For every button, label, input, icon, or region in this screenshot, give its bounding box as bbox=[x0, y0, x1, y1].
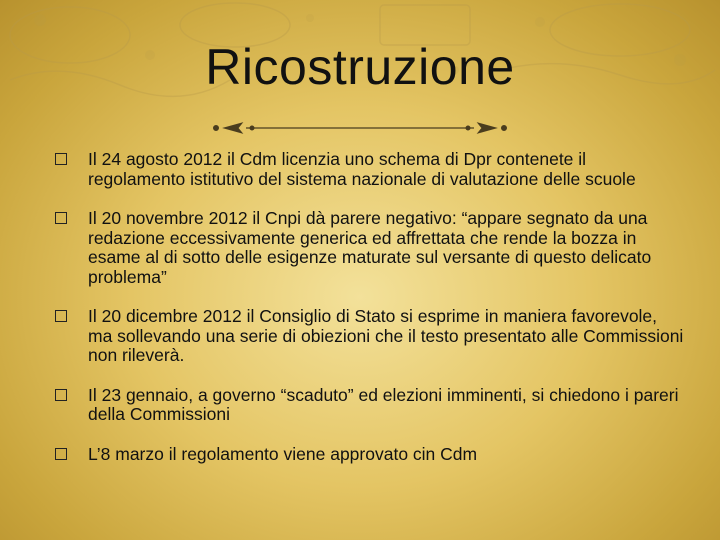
bullet-item bbox=[55, 307, 685, 366]
checkbox-bullet-icon bbox=[55, 310, 67, 322]
bullet-text: Il 24 agosto 2012 il Cdm licenzia uno schema di Dpr contenete il regolamento istitutivo del sistema nazionale di valutazione delle scuole bbox=[88, 149, 636, 189]
bullet-text: Il 23 gennaio, a governo “scaduto” ed elezioni imminenti, si chiedono i pareri della Commissioni bbox=[88, 384, 679, 424]
checkbox-bullet-icon bbox=[55, 212, 67, 224]
checkbox-bullet-icon bbox=[55, 448, 67, 460]
slide-title: Ricostruzione bbox=[205, 39, 515, 95]
bullet-item bbox=[55, 209, 685, 287]
ornamental-divider-icon bbox=[210, 118, 510, 138]
bullet-item bbox=[55, 445, 685, 465]
bullet-text: L’8 marzo il regolamento viene approvato cin Cdm bbox=[88, 443, 478, 464]
bullet-text: Il 20 dicembre 2012 il Consiglio di Stato si esprime in maniera favorevole, ma sollevando una serie di obiezioni che il testo presentato alle Commissioni non rileverà. bbox=[88, 306, 684, 365]
bullet-list bbox=[55, 150, 685, 464]
checkbox-bullet-icon bbox=[55, 153, 67, 165]
bullet-item bbox=[55, 150, 685, 189]
bullet-item bbox=[55, 386, 685, 425]
checkbox-bullet-icon bbox=[55, 389, 67, 401]
bullet-text: Il 20 novembre 2012 il Cnpi dà parere negativo: “appare segnato da una redazione eccessivamente generica ed affrettata che rende la bozza in esame al di sotto delle esigenze maturate sul versante di questo delicato problema” bbox=[88, 208, 652, 287]
